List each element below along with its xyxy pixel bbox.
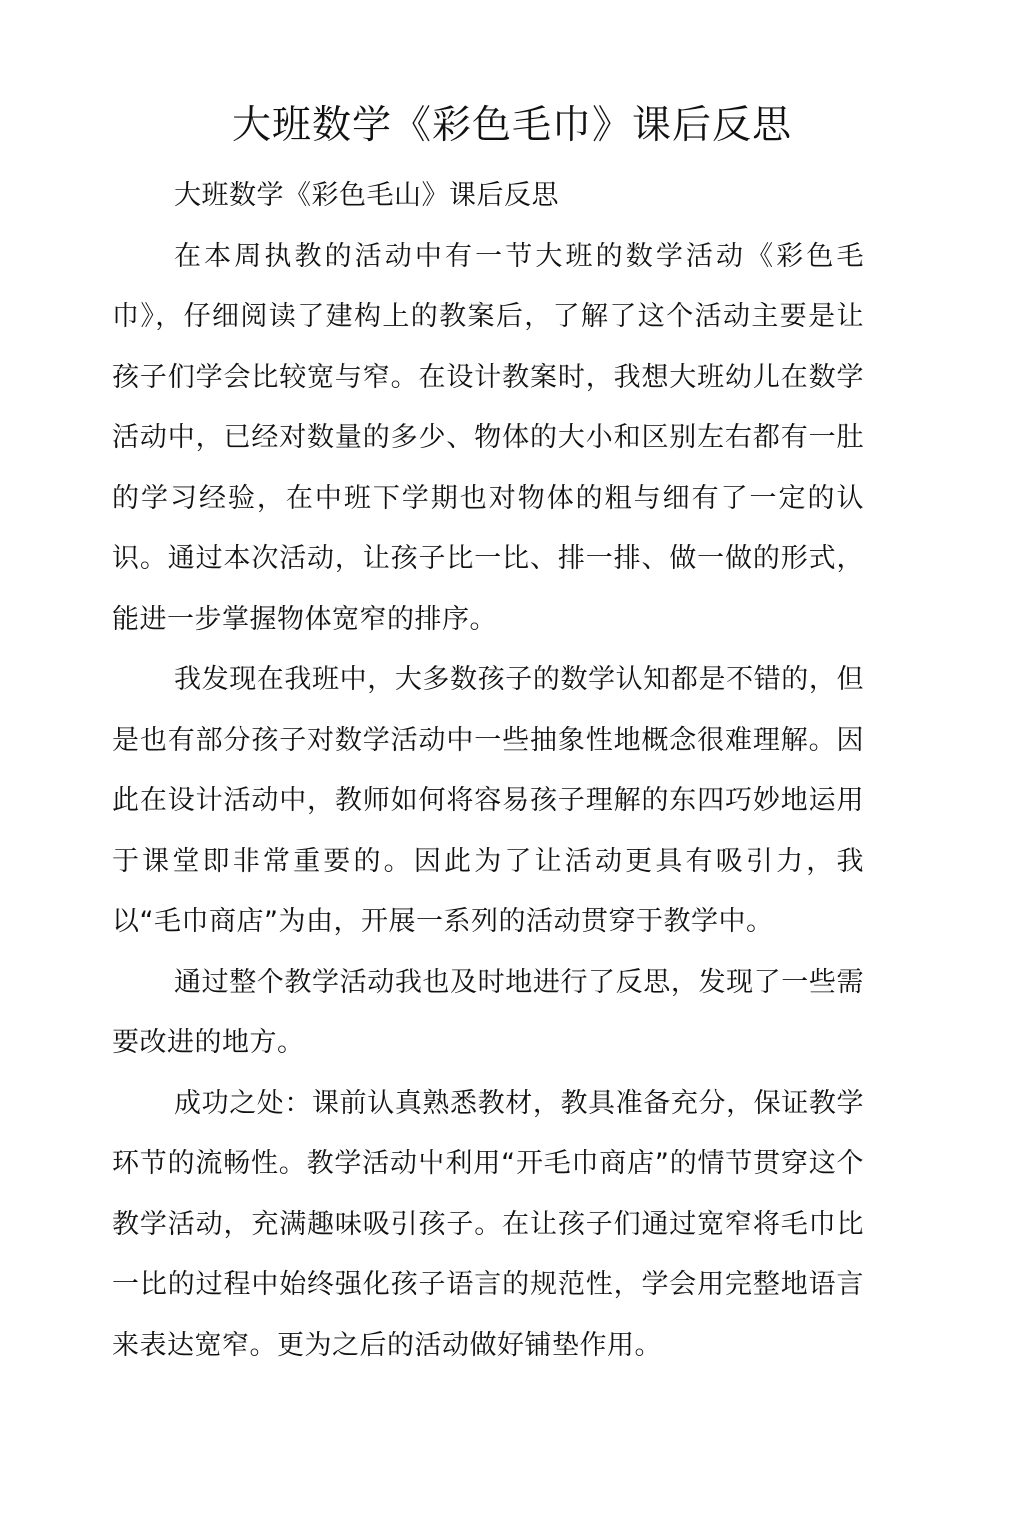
document-body [112, 166, 864, 1376]
body-paragraph: 通过整个教学活动我也及时地进行了反思，发现了一些需要改进的地方。 [112, 966, 864, 1058]
subtitle-paragraph: 大班数学《彩色毛山》课后反思 [174, 180, 559, 211]
body-paragraph: 在本周执教的活动中有一节大班的数学活动《彩色毛巾》，仔细阅读了建构上的教案后，了解了这个活动主要是让孩子们学会比较宽与窄。在设计教案时，我想大班幼儿在数学活动中，已经对数量的多少、物体的大小和区别左右都有一肚的学习经验，在中班下学期也对物体的粗与细有了一定的认识。通过本次活动，让孩子比一比、排一排、做一做的形式，能进一步掌握物体宽窄的排序。 [112, 240, 864, 635]
body-paragraph: 我发现在我班中，大多数孩子的数学认知都是不错的，但是也有部分孩子对数学活动中一些抽象性地概念很难理解。因此在设计活动中，教师如何将容易孩子理解的东四巧妙地运用于课堂即非常重要的。因此为了让活动更具有吸引力，我以“毛巾商店”为由，开展一系列的活动贯穿于教学中。 [112, 664, 864, 937]
body-paragraph: 成功之处：课前认真熟悉教材，教具准备充分，保证教学环节的流畅性。教学活动屮利用“开毛巾商店”的情节贯穿这个教学活动，充满趣味吸引孩子。在让孩子们通过宽窄将毛巾比一比的过程中始终强化孩子语言的规范性，学会用完整地语言来表达宽窄。更为之后的活动做好铺垫作用。 [112, 1087, 864, 1361]
document-title: 大班数学《彩色毛巾》课后反思 [231, 103, 792, 148]
